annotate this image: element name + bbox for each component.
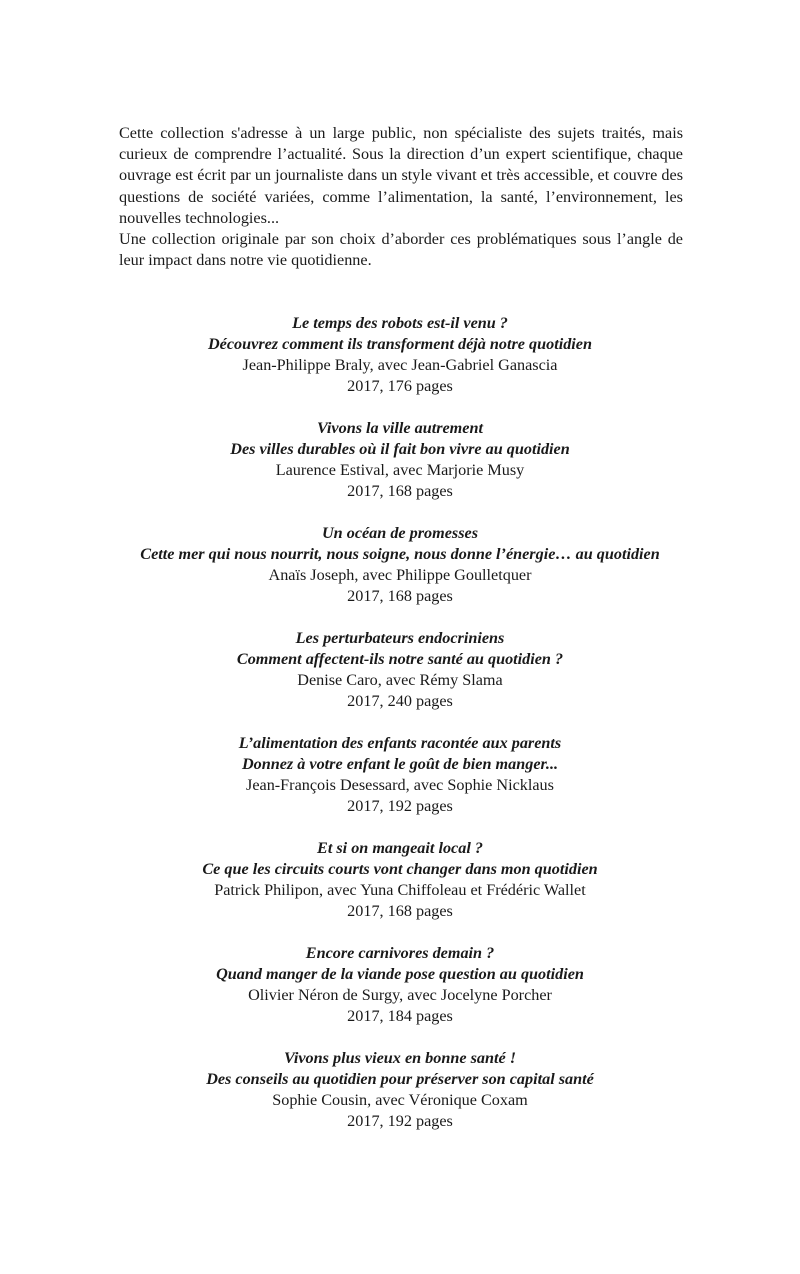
book-subtitle: Des conseils au quotidien pour préserver son capital santé [206,1070,594,1088]
book-authors: Denise Caro, avec Rémy Slama [297,671,503,689]
book-title: Vivons plus vieux en bonne santé ! [283,1049,517,1067]
book-authors: Laurence Estival, avec Marjorie Musy [275,461,525,479]
book-entry [100,1048,700,1132]
book-year-pages: 2017, 168 pages [347,902,453,920]
book-subtitle: Des villes durables où il fait bon vivre au quotidien [230,440,570,458]
book-title: Le temps des robots est-il venu ? [292,314,508,332]
book-entry [100,733,700,817]
book-entry [100,838,700,922]
book-title: Et si on mangeait local ? [317,839,483,857]
book-list [100,313,700,1153]
book-authors: Olivier Néron de Surgy, avec Jocelyne Porcher [248,986,552,1004]
description-paragraph: Une collection originale par son choix d’aborder ces problématiques sous l’angle de leur impact dans notre vie quotidienne. [119,230,683,270]
book-authors: Patrick Philipon, avec Yuna Chiffoleau et Frédéric Wallet [214,881,586,899]
book-title: Les perturbateurs endocriniens [295,629,505,647]
book-title: Un océan de promesses [321,524,479,542]
book-subtitle: Comment affectent-ils notre santé au quotidien ? [236,650,564,668]
description-paragraph: Cette collection s'adresse à un large public, non spécialiste des sujets traités, mais curieux de comprendre l’actualité. Sous la direction d’un expert scientifique, chaque ouvrage est écrit par un journaliste dans un style vivant et très accessible, et couvre des questions de société variées, comme l’alimentation, la santé, l’environnement, les nouvelles technologies... [119,124,683,227]
book-year-pages: 2017, 192 pages [347,797,453,815]
book-authors: Jean-François Desessard, avec Sophie Nicklaus [246,776,554,794]
book-subtitle: Ce que les circuits courts vont changer dans mon quotidien [202,860,598,878]
book-authors: Sophie Cousin, avec Véronique Coxam [272,1091,528,1109]
book-entry [100,418,700,502]
book-authors: Anaïs Joseph, avec Philippe Goulletquer [268,566,532,584]
book-entry [100,628,700,712]
book-subtitle: Découvrez comment ils transforment déjà notre quotidien [207,335,592,353]
book-title: Encore carnivores demain ? [305,944,495,962]
book-year-pages: 2017, 168 pages [347,587,453,605]
book-entry [100,313,700,397]
book-year-pages: 2017, 240 pages [347,692,453,710]
book-entry [100,943,700,1027]
book-title: Vivons la ville autrement [317,419,483,437]
book-subtitle: Donnez à votre enfant le goût de bien manger... [241,755,559,773]
book-subtitle: Quand manger de la viande pose question au quotidien [216,965,584,983]
book-year-pages: 2017, 168 pages [347,482,453,500]
book-year-pages: 2017, 184 pages [347,1007,453,1025]
book-subtitle: Cette mer qui nous nourrit, nous soigne, nous donne l’énergie… au quotidien [140,545,660,563]
book-entry [100,523,700,607]
collection-description [119,123,683,271]
book-year-pages: 2017, 192 pages [347,1112,453,1130]
book-year-pages: 2017, 176 pages [347,377,453,395]
book-authors: Jean-Philippe Braly, avec Jean-Gabriel Ganascia [242,356,558,374]
book-title: L’alimentation des enfants racontée aux parents [238,734,562,752]
